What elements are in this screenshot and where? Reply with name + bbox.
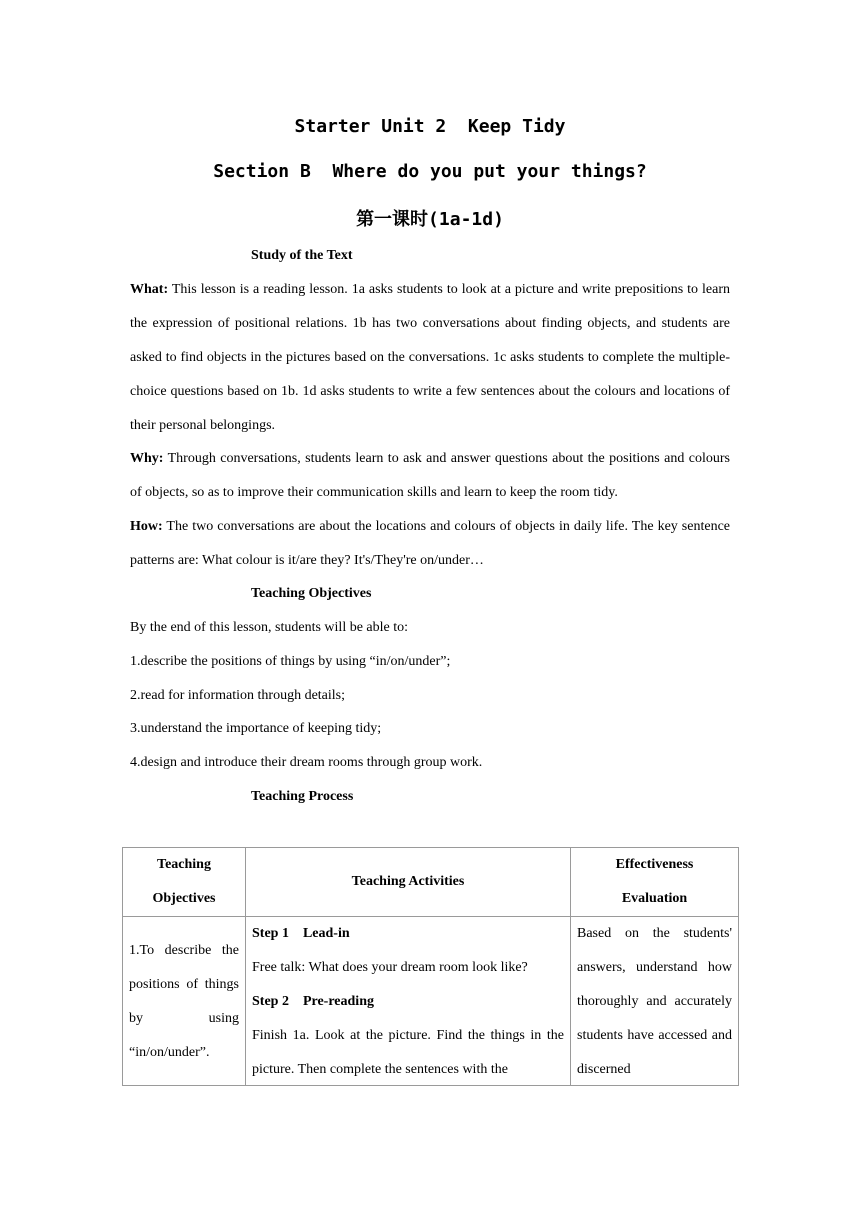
header-evaluation-line1: Effectiveness: [615, 857, 694, 872]
objective-item: 2.read for information through details;: [130, 688, 345, 703]
header-activities: Teaching Activities: [246, 848, 571, 917]
evaluation-cell-text: Based on the students' answers, understand how thoroughly and accurately students have accessed and discerned: [577, 926, 732, 1077]
step1-text: Free talk: What does your dream room look like?: [252, 960, 528, 975]
why-text: Through conversations, students learn to ask and answer questions about the positions and colours of objects, so as to improve their communication skills and learn to keep the room tidy.: [130, 451, 730, 500]
header-objectives: [123, 848, 246, 917]
activities-cell-content: [252, 917, 564, 1085]
evaluation-cell: [571, 917, 739, 1086]
what-paragraph: [130, 273, 730, 443]
how-label: How:: [130, 519, 163, 534]
how-text: The two conversations are about the locations and colours of objects in daily life. The key sentence patterns are: What colour is it/are they? It's/They're on/under…: [130, 519, 730, 568]
header-evaluation: [571, 848, 739, 917]
header-objectives-line2: Objectives: [152, 891, 216, 906]
header-objectives-line1: Teaching: [157, 857, 211, 872]
step2-text: Finish 1a. Look at the picture. Find the things in the picture. Then complete the sentences with the: [252, 1028, 564, 1077]
step2-title: Step 2 Pre-reading: [252, 994, 374, 1009]
objectives-heading: Teaching Objectives: [251, 586, 372, 601]
study-heading: Study of the Text: [251, 248, 353, 263]
objectives-intro: By the end of this lesson, students will be able to:: [130, 620, 409, 635]
lesson-title: 第一课时(1a-1d): [356, 209, 504, 230]
activities-cell: [246, 917, 571, 1086]
why-paragraph: [130, 442, 730, 510]
table-header-row: [123, 848, 739, 917]
what-label: What:: [130, 282, 169, 297]
section-title: Section B Where do you put your things?: [213, 161, 647, 182]
objective-item: 1.describe the positions of things by using “in/on/under”;: [130, 654, 451, 669]
objective-item: 3.understand the importance of keeping tidy;: [130, 721, 382, 736]
process-heading: Teaching Process: [251, 789, 354, 804]
how-paragraph: [130, 510, 730, 578]
step1-title: Step 1 Lead-in: [252, 926, 350, 941]
objective-cell-text: 1.To describe the positions of things by using “in/on/under”.: [129, 943, 239, 1060]
objective-cell: [123, 917, 246, 1086]
teaching-process-table: [122, 847, 739, 1086]
table-row: [123, 917, 739, 1086]
why-label: Why:: [130, 451, 164, 466]
objective-item: 4.design and introduce their dream rooms through group work.: [130, 755, 483, 770]
unit-title: Starter Unit 2 Keep Tidy: [294, 116, 566, 137]
what-text: This lesson is a reading lesson. 1a asks students to look at a picture and write prepositions to learn the expression of positional relations. 1b has two conversations about finding objects, and students are asked to find objects in the pictures based on the conversations. 1c asks students to complete the multiple-choice questions based on 1b. 1d asks students to write a few sentences about the colours and locations of their personal belongings.: [130, 282, 730, 433]
header-evaluation-line2: Evaluation: [621, 891, 688, 906]
